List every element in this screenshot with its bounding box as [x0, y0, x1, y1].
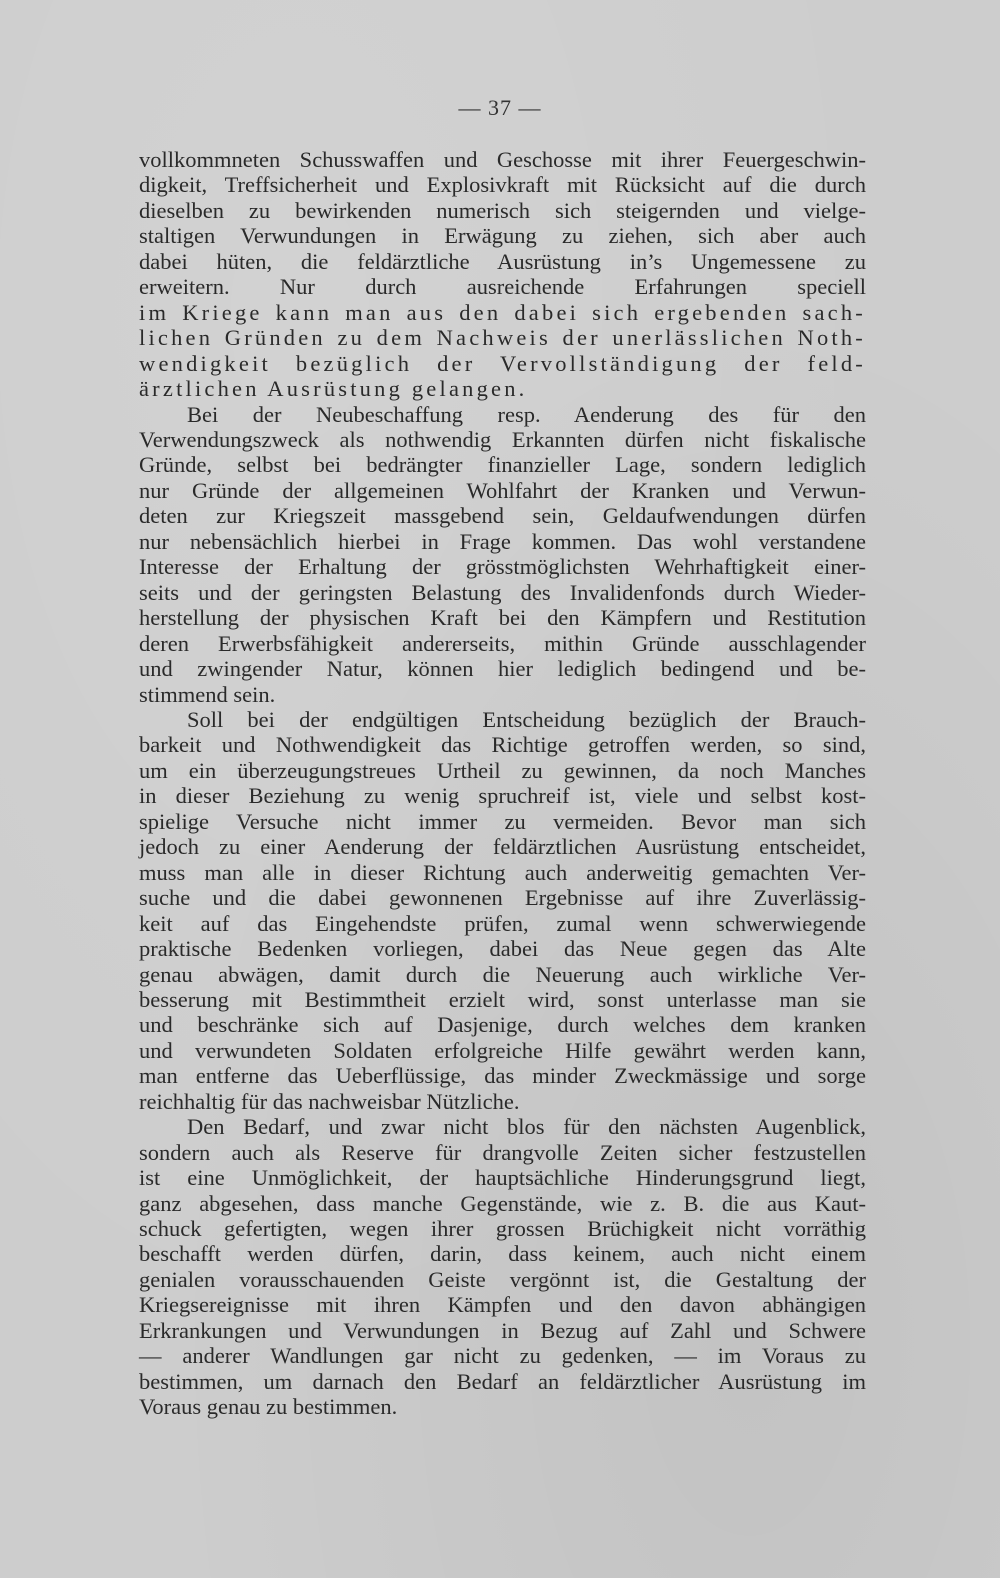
text-line: dieselben zu bewirkenden numerisch sich steigernden und vielge- [139, 197, 866, 223]
text-line: nur Gründe der allgemeinen Wohlfahrt der Kranken und Verwun- [139, 477, 866, 503]
text-line: lichen Gründen zu dem Nachweis der unerlässlichen Noth- [139, 325, 866, 351]
text-line: genialen vorausschauenden Geiste vergönnt ist, die Gestaltung der [139, 1266, 866, 1292]
text-line: herstellung der physischen Kraft bei den Kämpfern und Restitution [139, 605, 866, 631]
paragraph-first-line: Bei der Neubeschaffung resp. Aenderung des für den [187, 401, 866, 427]
paragraph-first-line: Soll bei der endgültigen Entscheidung bezüglich der Brauch- [187, 706, 866, 732]
text-line: dabei hüten, die feldärztliche Ausrüstung in’s Ungemessene zu [139, 248, 866, 274]
text-line: jedoch zu einer Aenderung der feldärztlichen Ausrüstung entscheidet, [139, 834, 866, 860]
text-line: wendigkeit bezüglich der Vervollständigung der feld- [139, 350, 866, 376]
text-line: beschafft werden dürfen, darin, dass keinem, auch nicht einem [139, 1241, 866, 1267]
text-line: reichhaltig für das nachweisbar Nützliche. [139, 1088, 520, 1114]
text-line: suche und die dabei gewonnenen Ergebnisse auf ihre Zuverlässig- [139, 885, 866, 911]
text-line: bestimmen, um darnach den Bedarf an feldärztlicher Ausrüstung im [139, 1368, 866, 1394]
text-line: genau abwägen, damit durch die Neuerung auch wirkliche Ver- [139, 961, 866, 987]
text-line: in dieser Beziehung zu wenig spruchreif ist, viele und selbst kost- [139, 783, 866, 809]
text-line: staltigen Verwundungen in Erwägung zu ziehen, sich aber auch [139, 223, 866, 249]
text-line: Erkrankungen und Verwundungen in Bezug auf Zahl und Schwere [139, 1317, 866, 1343]
text-line: nur nebensächlich hierbei in Frage kommen. Das wohl verstandene [139, 528, 866, 554]
text-line: und zwingender Natur, können hier lediglich bedingend und be- [139, 656, 866, 682]
paragraph-first-line: Den Bedarf, und zwar nicht blos für den nächsten Augenblick, [187, 1114, 866, 1140]
text-line: vollkommneten Schusswaffen und Geschosse mit ihrer Feuergeschwin- [139, 147, 866, 172]
text-line: stimmend sein. [139, 681, 276, 707]
text-line: seits und der geringsten Belastung des Invalidenfonds durch Wieder- [139, 579, 866, 605]
text-line: deten zur Kriegszeit massgebend sein, Geldaufwendungen dürfen [139, 503, 866, 529]
text-line: spielige Versuche nicht immer zu vermeiden. Bevor man sich [139, 808, 866, 834]
text-line: deren Erwerbsfähigkeit andererseits, mithin Gründe ausschlagender [139, 630, 866, 656]
text-line: — anderer Wandlungen gar nicht zu gedenken, — im Voraus zu [139, 1343, 866, 1369]
text-line: um ein überzeugungstreues Urtheil zu gewinnen, da noch Manches [139, 757, 866, 783]
text-line: und beschränke sich auf Dasjenige, durch welches dem kranken [139, 1012, 866, 1038]
text-line: praktische Bedenken vorliegen, dabei das Neue gegen das Alte [139, 936, 866, 962]
text-line: ärztlichen Ausrüstung gelangen. [139, 376, 528, 402]
text-line: Kriegsereignisse mit ihren Kämpfen und den davon abhängigen [139, 1292, 866, 1318]
text-line: Voraus genau zu bestimmen. [139, 1394, 398, 1420]
body-text [139, 147, 866, 1420]
text-line: digkeit, Treffsicherheit und Explosivkraft mit Rücksicht auf die durch [139, 172, 866, 198]
text-line: und verwundeten Soldaten erfolgreiche Hilfe gewährt werden kann, [139, 1037, 866, 1063]
text-line: Interesse der Erhaltung der grösstmöglichsten Wehrhaftigkeit einer- [139, 554, 866, 580]
text-line: besserung mit Bestimmtheit erzielt wird, sonst unterlasse man sie [139, 986, 866, 1012]
text-line: sondern auch als Reserve für drangvolle Zeiten sicher festzustellen [139, 1139, 866, 1165]
text-line: Verwendungszweck als nothwendig Erkannten dürfen nicht fiskalische [139, 426, 866, 452]
text-line: ganz abgesehen, dass manche Gegenstände, wie z. B. die aus Kaut- [139, 1190, 866, 1216]
text-line: im Kriege kann man aus den dabei sich ergebenden sach- [139, 299, 866, 325]
text-line: erweitern. Nur durch ausreichende Erfahrungen speciell [139, 274, 866, 300]
text-line: barkeit und Nothwendigkeit das Richtige getroffen werden, so sind, [139, 732, 866, 758]
text-line: ist eine Unmöglichkeit, der hauptsächliche Hinderungsgrund liegt, [139, 1165, 866, 1191]
text-line: schuck gefertigten, wegen ihrer grossen Brüchigkeit nicht vorräthig [139, 1216, 866, 1242]
text-line: muss man alle in dieser Richtung auch anderweitig gemachten Ver- [139, 859, 866, 885]
text-line: keit auf das Eingehendste prüfen, zumal wenn schwerwiegende [139, 910, 866, 936]
page-number: — 37 — [458, 95, 542, 120]
text-line: man entferne das Ueberflüssige, das minder Zweckmässige und sorge [139, 1063, 866, 1089]
text-line: Gründe, selbst bei bedrängter finanzieller Lage, sondern lediglich [139, 452, 866, 478]
